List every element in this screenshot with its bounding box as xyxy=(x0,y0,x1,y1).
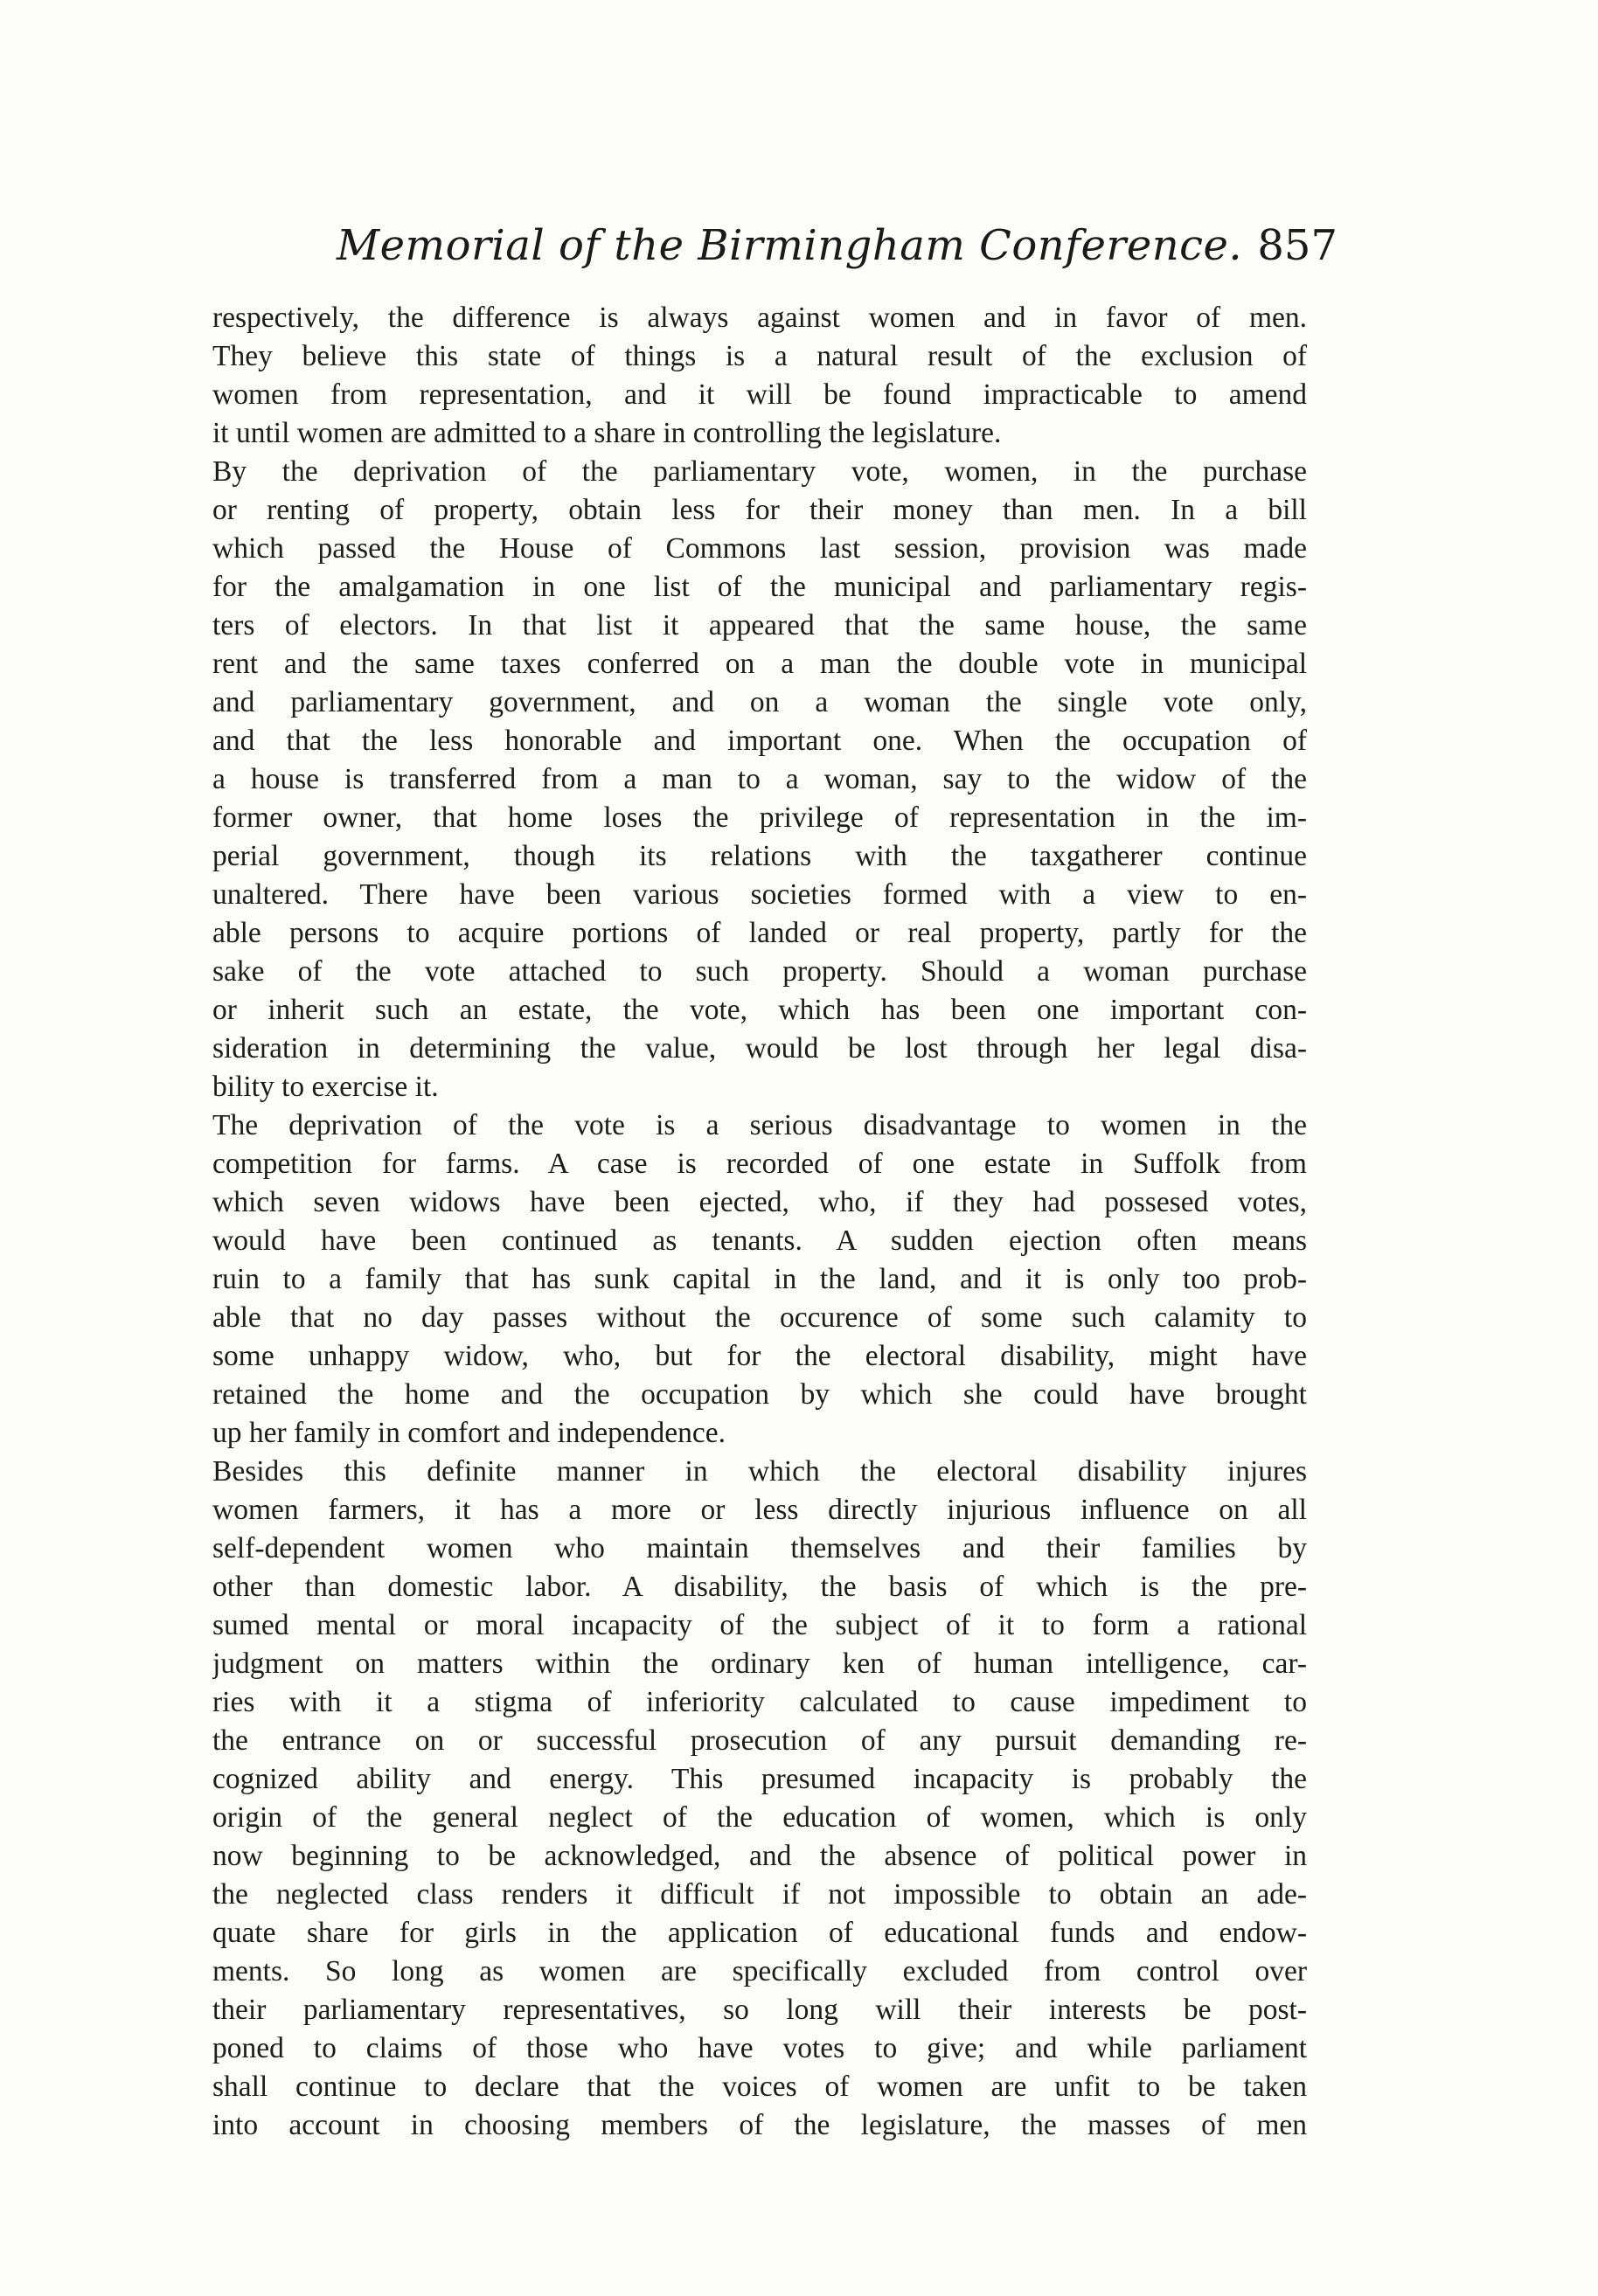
text-line: competition for farms. A case is recorded of one estate in Suffolk from xyxy=(212,1148,1307,1180)
text-line: Besides this definite manner in which the electoral disability injures xyxy=(212,1455,1307,1488)
text-line: now beginning to be acknowledged, and the absence of political power in xyxy=(212,1840,1307,1872)
text-line: able persons to acquire portions of landed or real property, partly for the xyxy=(212,917,1307,949)
text-line: sumed mental or moral incapacity of the subject of it to form a rational xyxy=(212,1609,1307,1641)
text-line: ters of electors. In that list it appeared that the same house, the same xyxy=(212,609,1307,642)
text-line: into account in choosing members of the legislature, the masses of men xyxy=(212,2109,1307,2141)
text-line: quate share for girls in the application of educational funds and endow- xyxy=(212,1917,1307,1949)
text-line: their parliamentary representatives, so long will their interests be post- xyxy=(212,1994,1307,2026)
text-line: cognized ability and energy. This presumed incapacity is probably the xyxy=(212,1763,1307,1795)
text-line: women from representation, and it will be found impracticable to amend xyxy=(212,378,1307,411)
paragraph-2 xyxy=(212,453,1307,1106)
body-text xyxy=(212,299,1307,2145)
text-line: able that no day passes without the occurence of some such calamity to xyxy=(212,1301,1307,1334)
text-line: ries with it a stigma of inferiority calculated to cause impediment to xyxy=(212,1686,1307,1718)
text-line: or renting of property, obtain less for their money than men. In a bill xyxy=(212,494,1307,526)
text-line: former owner, that home loses the privilege of representation in the im- xyxy=(212,801,1307,834)
text-line: rent and the same taxes conferred on a man the double vote in municipal xyxy=(212,648,1307,680)
text-line: retained the home and the occupation by which she could have brought xyxy=(212,1378,1307,1411)
running-title: Memorial of the Birmingham Conference. xyxy=(337,221,1243,270)
running-head xyxy=(337,206,1337,285)
text-line: judgment on matters within the ordinary ken of human intelligence, car- xyxy=(212,1647,1307,1680)
text-line: for the amalgamation in one list of the municipal and parliamentary regis- xyxy=(212,571,1307,603)
text-line: sake of the vote attached to such property. Should a woman purchase xyxy=(212,955,1307,988)
text-line: which seven widows have been ejected, who, if they had possesed votes, xyxy=(212,1186,1307,1218)
text-line: the entrance on or successful prosecution of any pursuit demanding re- xyxy=(212,1724,1307,1757)
text-line: shall continue to declare that the voices of women are unfit to be taken xyxy=(212,2071,1307,2103)
text-line: self-dependent women who maintain themselves and their families by xyxy=(212,1532,1307,1564)
text-line: it until women are admitted to a share in controlling the legislature. xyxy=(212,417,1002,449)
text-line: perial government, though its relations with the taxgatherer continue xyxy=(212,840,1307,872)
text-line: would have been continued as tenants. A sudden ejection often means xyxy=(212,1224,1307,1257)
text-line: origin of the general neglect of the education of women, which is only xyxy=(212,1801,1307,1834)
text-line: other than domestic labor. A disability, the basis of which is the pre- xyxy=(212,1571,1307,1603)
text-line: bility to exercise it. xyxy=(212,1071,439,1103)
paragraph-3 xyxy=(212,1106,1307,1453)
text-line: ruin to a family that has sunk capital in the land, and it is only too prob- xyxy=(212,1263,1307,1295)
text-line: which passed the House of Commons last session, provision was made xyxy=(212,532,1307,565)
text-line: women farmers, it has a more or less directly injurious influence on all xyxy=(212,1494,1307,1526)
page-number: 857 xyxy=(1257,221,1337,270)
text-line: By the deprivation of the parliamentary vote, women, in the purchase xyxy=(212,455,1307,488)
text-line: and parliamentary government, and on a woman the single vote only, xyxy=(212,686,1307,718)
text-line: ments. So long as women are specifically excluded from control over xyxy=(212,1955,1307,1987)
paragraph-1 xyxy=(212,299,1307,453)
text-line: and that the less honorable and important one. When the occupation of xyxy=(212,725,1307,757)
text-line: They believe this state of things is a natural result of the exclusion of xyxy=(212,340,1307,372)
text-line: poned to claims of those who have votes to give; and while parliament xyxy=(212,2032,1307,2064)
text-line: The deprivation of the vote is a serious disadvantage to women in the xyxy=(212,1109,1307,1141)
text-line: up her family in comfort and independence. xyxy=(212,1417,726,1449)
text-line: respectively, the difference is always against women and in favor of men. xyxy=(212,302,1307,334)
text-line: sideration in determining the value, would be lost through her legal disa- xyxy=(212,1032,1307,1065)
text-line: or inherit such an estate, the vote, which has been one important con- xyxy=(212,994,1307,1026)
text-line: a house is transferred from a man to a woman, say to the widow of the xyxy=(212,763,1307,795)
paragraph-4 xyxy=(212,1453,1307,2145)
text-line: the neglected class renders it difficult if not impossible to obtain an ade- xyxy=(212,1878,1307,1911)
text-line: some unhappy widow, who, but for the electoral disability, might have xyxy=(212,1340,1307,1372)
text-line: unaltered. There have been various societies formed with a view to en- xyxy=(212,878,1307,911)
